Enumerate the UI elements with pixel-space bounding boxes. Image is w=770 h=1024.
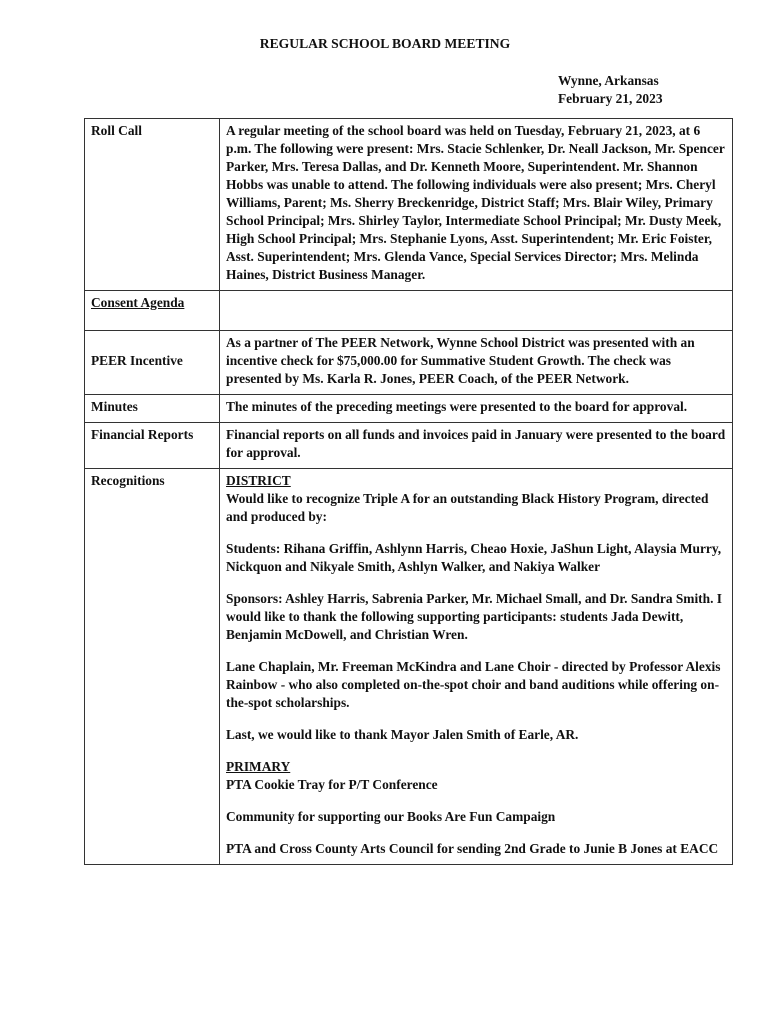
district-paragraph-3: Sponsors: Ashley Harris, Sabrenia Parker, Mr. Michael Small, and Dr. Sandra Smith. I would like to thank the following supporting participants: students Jada Dewitt, Benjamin McDowell, and Christian Wren. xyxy=(226,591,722,642)
table-row-roll-call xyxy=(85,119,733,291)
table-row-consent-agenda xyxy=(85,291,733,331)
primary-heading: PRIMARY xyxy=(226,759,291,774)
table-row-peer-incentive xyxy=(85,331,733,395)
meeting-city: Wynne, Arkansas xyxy=(558,73,659,88)
table-row-financial-reports xyxy=(85,423,733,469)
document-title: REGULAR SCHOOL BOARD MEETING xyxy=(259,36,511,51)
meeting-date: February 21, 2023 xyxy=(558,91,663,106)
table-row-minutes xyxy=(85,395,733,423)
roll-call-label: Roll Call xyxy=(85,119,220,291)
peer-incentive-text: As a partner of The PEER Network, Wynne School District was presented with an incentive check for $75,000.00 for Summative Student Growth. The check was presented by Ms. Karla R. Jones, PEER Coach, of the PEER Network. xyxy=(220,331,733,395)
primary-paragraph-3: PTA and Cross County Arts Council for sending 2nd Grade to Junie B Jones at EACC xyxy=(226,841,719,856)
financial-reports-text: Financial reports on all funds and invoices paid in January were presented to the board for approval. xyxy=(220,423,733,469)
primary-paragraph-1: PTA Cookie Tray for P/T Conference xyxy=(226,777,438,792)
district-paragraph-5: Last, we would like to thank Mayor Jalen Smith of Earle, AR. xyxy=(226,727,579,742)
peer-incentive-label: PEER Incentive xyxy=(85,331,220,395)
roll-call-text: A regular meeting of the school board was held on Tuesday, February 21, 2023, at 6 p.m. The following were present: Mrs. Stacie Schlenker, Dr. Neall Jackson, Mr. Spencer Parker, Mrs. Teresa Dallas, and Dr. Kenneth Moore, Superintendent. Mr. Shannon Hobbs was unable to attend. The following individuals were also present; Mrs. Cheryl Williams, Parent; Ms. Sherry Breckenridge, District Staff; Mrs. Blair Wiley, Primary School Principal; Mrs. Shirley Taylor, Intermediate School Principal; Mr. Dusty Meek, High School Principal; Mrs. Stephanie Lyons, Asst. Superintendent; Mr. Eric Foister, Asst. Superintendent; Mrs. Glenda Vance, Special Services Director; Mrs. Melinda Haines, District Business Manager. xyxy=(220,119,733,291)
primary-paragraph-2: Community for supporting our Books Are Fun Campaign xyxy=(226,809,556,824)
recognitions-content xyxy=(220,469,733,865)
consent-agenda-label: Consent Agenda xyxy=(85,291,220,331)
recognitions-label: Recognitions xyxy=(85,469,220,865)
district-paragraph-4: Lane Chaplain, Mr. Freeman McKindra and Lane Choir - directed by Professor Alexis Rainbow - who also completed on-the-spot choir and band auditions while offering on-the-spot scholarships. xyxy=(226,659,721,710)
table-row-recognitions xyxy=(85,469,733,865)
district-paragraph-1: Would like to recognize Triple A for an outstanding Black History Program, directed and produced by: xyxy=(226,491,709,524)
district-paragraph-2: Students: Rihana Griffin, Ashlynn Harris, Cheao Hoxie, JaShun Light, Alaysia Murry, Nickquon and Nikyale Smith, Ashlyn Walker, and Nakiya Walker xyxy=(226,541,722,574)
minutes-text: The minutes of the preceding meetings were presented to the board for approval. xyxy=(220,395,733,423)
minutes-label: Minutes xyxy=(85,395,220,423)
consent-agenda-cell xyxy=(220,291,733,331)
district-heading: DISTRICT xyxy=(226,473,291,488)
financial-reports-label: Financial Reports xyxy=(85,423,220,469)
meeting-location-date xyxy=(558,72,663,108)
minutes-table xyxy=(84,118,733,865)
